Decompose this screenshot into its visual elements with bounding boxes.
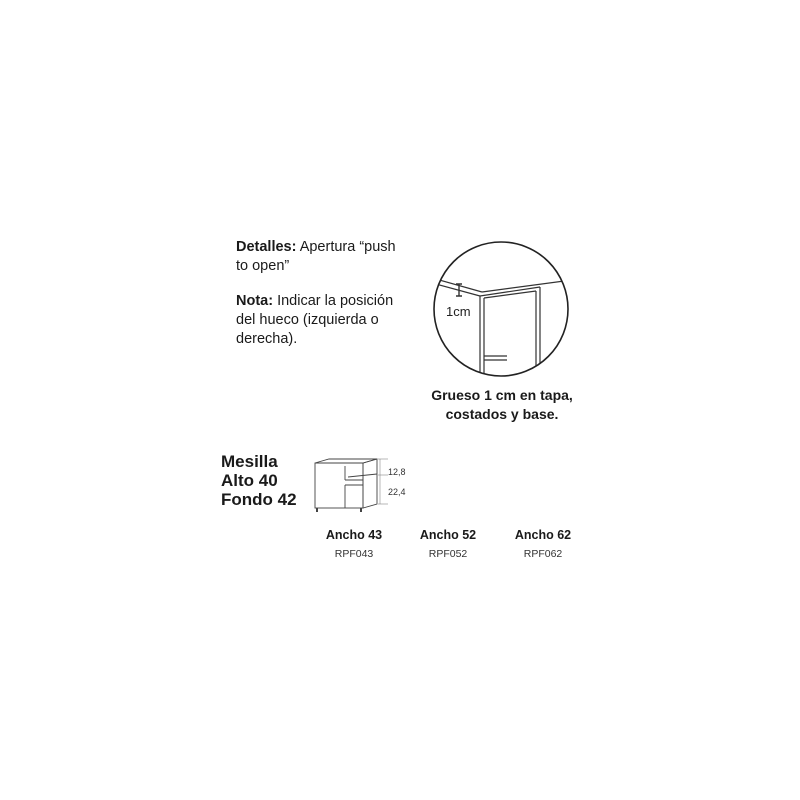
details-paragraph: [236, 238, 396, 276]
variant-ancho-43: [309, 527, 399, 561]
details-notes: [236, 238, 396, 349]
product-title: [221, 452, 297, 509]
variant-ref: RPF052: [428, 548, 468, 560]
thickness-caption: [410, 386, 594, 424]
dimension-upper: 12,8: [388, 467, 406, 477]
details-label: Detalles:: [236, 239, 297, 255]
variant-ref: RPF043: [334, 548, 374, 560]
caption-line-2: costados y base.: [445, 406, 559, 422]
caption-line-1: Grueso 1 cm en tapa,: [431, 387, 573, 403]
variant-width: Ancho 52: [419, 528, 477, 542]
product-depth: Fondo 42: [221, 490, 297, 509]
note-text: Indicar la posición del hueco (izquierda o derecha).: [236, 293, 394, 347]
nightstand-drawing: [310, 458, 390, 516]
variant-width: Ancho 43: [325, 528, 383, 542]
variant-ancho-62: [498, 527, 588, 561]
variant-width: Ancho 62: [514, 528, 572, 542]
product-name: Mesilla: [221, 452, 278, 471]
variant-ancho-52: [403, 527, 493, 561]
product-height: Alto 40: [221, 471, 278, 490]
variant-ref: RPF062: [523, 548, 563, 560]
thickness-measure-label: 1cm: [446, 304, 471, 319]
note-label: Nota:: [236, 293, 274, 309]
dimension-lower: 22,4: [388, 487, 406, 497]
thickness-detail-drawing: [432, 240, 570, 378]
note-paragraph: [236, 292, 396, 349]
details-text: Apertura “push to open”: [236, 239, 396, 274]
